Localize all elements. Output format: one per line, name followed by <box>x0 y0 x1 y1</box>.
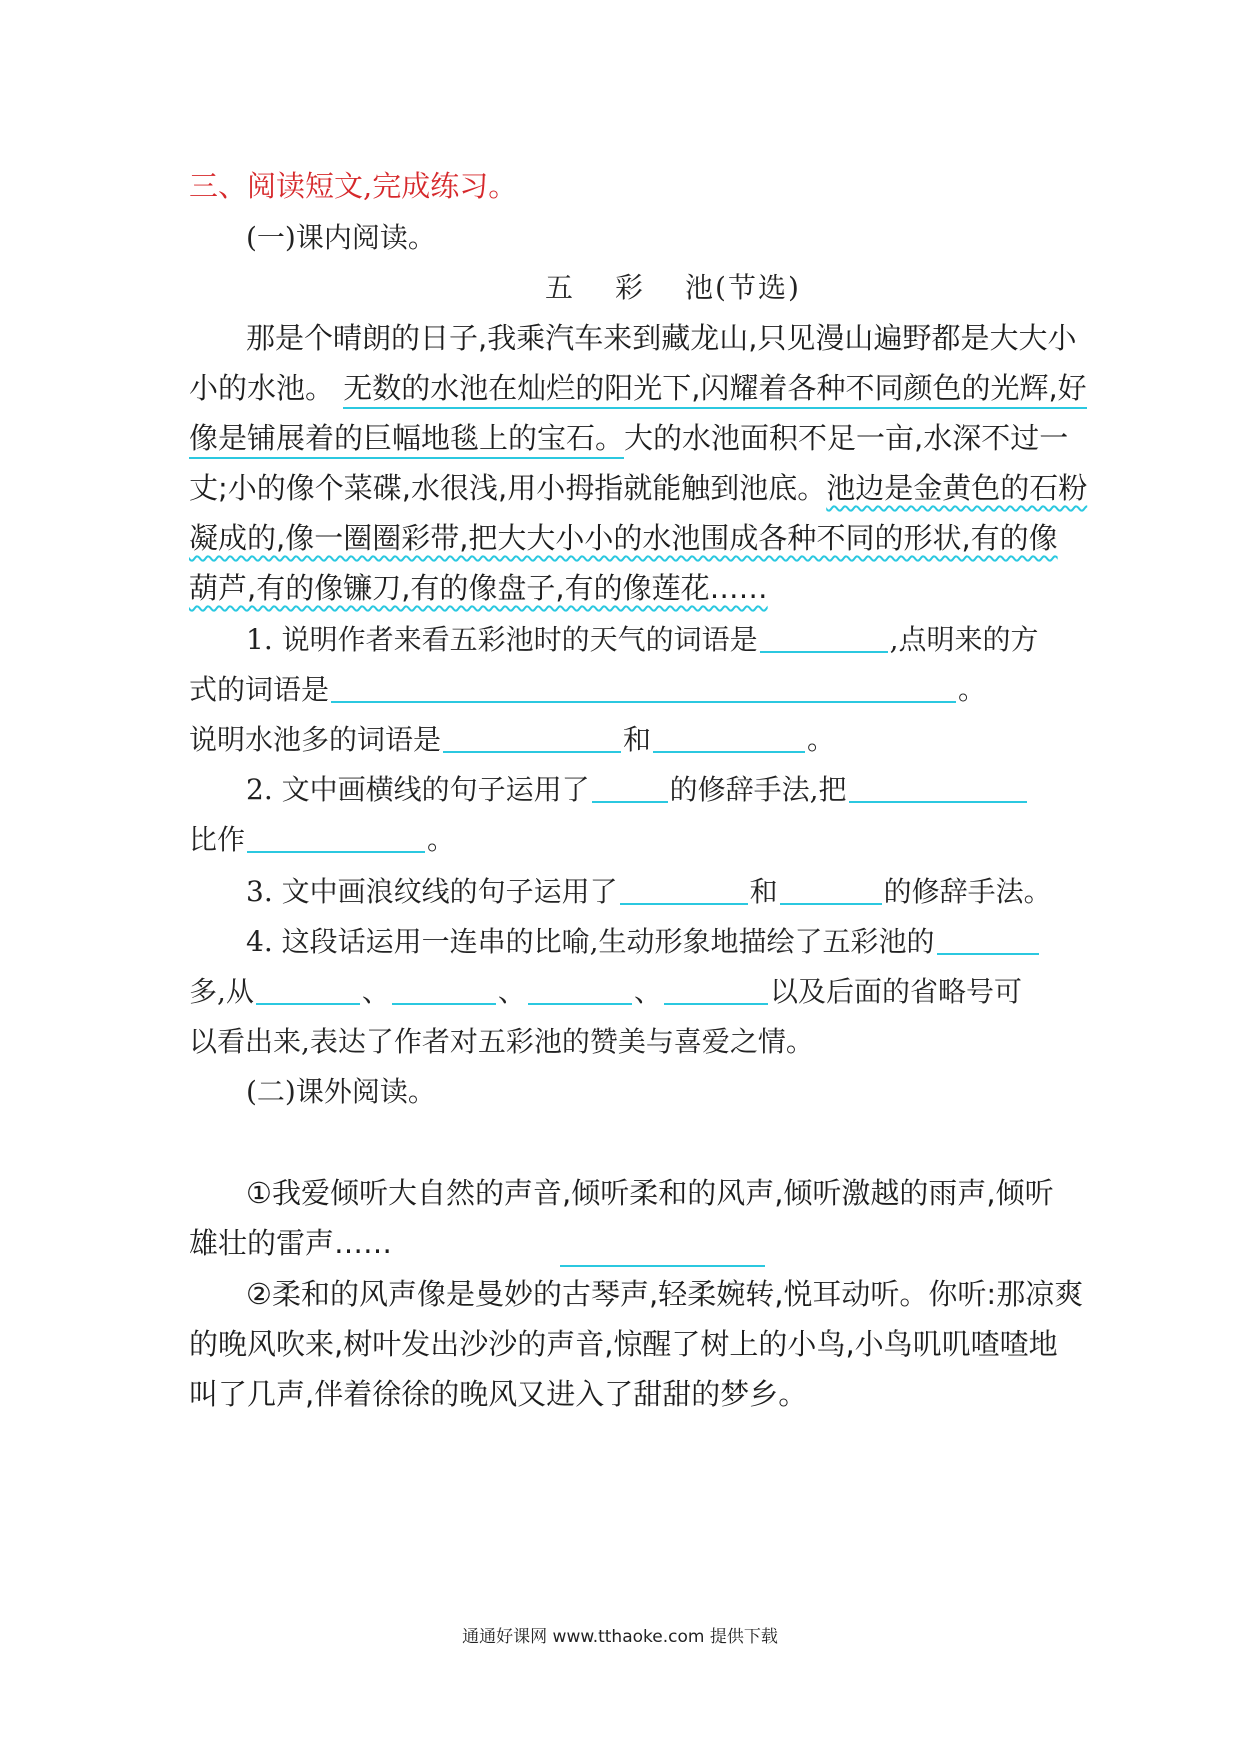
answer-blank[interactable] <box>664 975 768 1005</box>
section-heading: 三、阅读短文,完成练习。 <box>189 169 518 203</box>
title-char-1: 五 <box>545 271 576 304</box>
footer-credit: 通通好课网 www.tthaoke.com 提供下载 <box>462 1627 778 1647</box>
passage-line-4 <box>189 468 1089 508</box>
question-text: 1. 说明作者来看五彩池时的天气的词语是 <box>246 623 758 656</box>
question-text: 和 <box>623 723 652 756</box>
passage-line-5 <box>189 518 1089 558</box>
title-answer-blank[interactable] <box>560 1265 765 1267</box>
passage-line-1: 那是个晴朗的日子,我乘汽车来到藏龙山,只见漫山遍野都是大大小 <box>246 321 1077 355</box>
part2-label: (二)课外阅读。 <box>246 1075 436 1108</box>
question-2-line-2 <box>189 820 1089 860</box>
answer-blank[interactable] <box>937 925 1039 955</box>
question-text: 。 <box>807 723 836 756</box>
title-char-3: 池 <box>685 271 716 304</box>
passage2-para2-line1: ②柔和的风声像是曼妙的古琴声,轻柔婉转,悦耳动听。你听:那凉爽 <box>246 1277 1084 1311</box>
answer-blank[interactable] <box>247 823 425 853</box>
question-text: 比作 <box>189 823 246 856</box>
passage-line-6 <box>189 568 1089 608</box>
passage2-para2-line3: 叫了几声,伴着徐徐的晚风又进入了甜甜的梦乡。 <box>189 1377 808 1411</box>
question-text: 。 <box>427 823 456 856</box>
question-text: 。 <box>958 673 987 706</box>
question-4-line-2 <box>189 972 1089 1012</box>
passage-text: 丈;小的像个菜碟,水很浅,用小拇指就能触到池底。 <box>189 471 827 505</box>
question-3 <box>246 872 1146 912</box>
wavy-underlined-sentence: 葫芦,有的像镰刀,有的像盘子,有的像莲花…… <box>189 571 768 605</box>
answer-blank[interactable] <box>256 975 360 1005</box>
wavy-underlined-sentence: 池边是金黄色的石粉 <box>826 471 1088 505</box>
question-4-line-1 <box>246 922 1146 962</box>
question-2-line-1 <box>246 770 1146 810</box>
passage-line-2 <box>189 368 1089 408</box>
question-text: 4. 这段话运用一连串的比喻,生动形象地描绘了五彩池的 <box>246 925 935 958</box>
passage2-para2-line2: 的晚风吹来,树叶发出沙沙的声音,惊醒了树上的小鸟,小鸟叽叽喳喳地 <box>189 1327 1058 1361</box>
question-text: 、 <box>361 975 390 1008</box>
question-1-line-1 <box>246 620 1146 660</box>
answer-blank[interactable] <box>592 773 668 803</box>
title-suffix: (节选) <box>715 271 801 304</box>
answer-blank[interactable] <box>849 773 1027 803</box>
passage-text: 小的水池。 <box>189 371 335 405</box>
question-text: 式的词语是 <box>189 673 330 706</box>
straight-underlined-sentence: 无数的水池在灿烂的阳光下,闪耀着各种不同颜色的光辉,好 <box>343 371 1086 409</box>
question-text: 的修辞手法,把 <box>669 773 847 806</box>
question-text: 以及后面的省略号可 <box>769 975 1022 1008</box>
question-text: 2. 文中画横线的句子运用了 <box>246 773 590 806</box>
answer-blank[interactable] <box>331 673 956 703</box>
passage2-para1-line2: 雄壮的雷声…… <box>189 1226 393 1260</box>
question-4-line-3: 以看出来,表达了作者对五彩池的赞美与喜爱之情。 <box>189 1025 814 1058</box>
answer-blank[interactable] <box>392 975 496 1005</box>
straight-underlined-sentence: 像是铺展着的巨幅地毯上的宝石。 <box>189 421 624 459</box>
part1-label: (一)课内阅读。 <box>246 221 436 254</box>
question-text: 、 <box>633 975 662 1008</box>
question-text: 、 <box>497 975 526 1008</box>
passage2-para1-line1: ①我爱倾听大自然的声音,倾听柔和的风声,倾听激越的雨声,倾听 <box>246 1176 1054 1210</box>
answer-blank[interactable] <box>528 975 632 1005</box>
question-text: 和 <box>749 875 778 908</box>
question-1-line-2 <box>189 670 1089 710</box>
question-text: 多,从 <box>189 975 254 1008</box>
question-text: 3. 文中画浪纹线的句子运用了 <box>246 875 618 908</box>
wavy-underlined-sentence: 凝成的,像一圈圈彩带,把大大小小的水池围成各种不同的形状,有的像 <box>189 521 1058 555</box>
answer-blank[interactable] <box>620 875 748 905</box>
answer-blank[interactable] <box>653 723 805 753</box>
question-text: 说明水池多的词语是 <box>189 723 442 756</box>
question-text: 的修辞手法。 <box>883 875 1052 908</box>
question-text: ,点明来的方 <box>889 623 1039 656</box>
answer-blank[interactable] <box>760 623 888 653</box>
passage-text: 大的水池面积不足一亩,水深不过一 <box>624 421 1069 455</box>
passage-line-3 <box>189 418 1089 458</box>
answer-blank[interactable] <box>443 723 621 753</box>
answer-blank[interactable] <box>780 875 882 905</box>
passage-title <box>545 268 1240 308</box>
question-1-line-3 <box>189 720 1089 760</box>
title-char-2: 彩 <box>615 271 646 304</box>
